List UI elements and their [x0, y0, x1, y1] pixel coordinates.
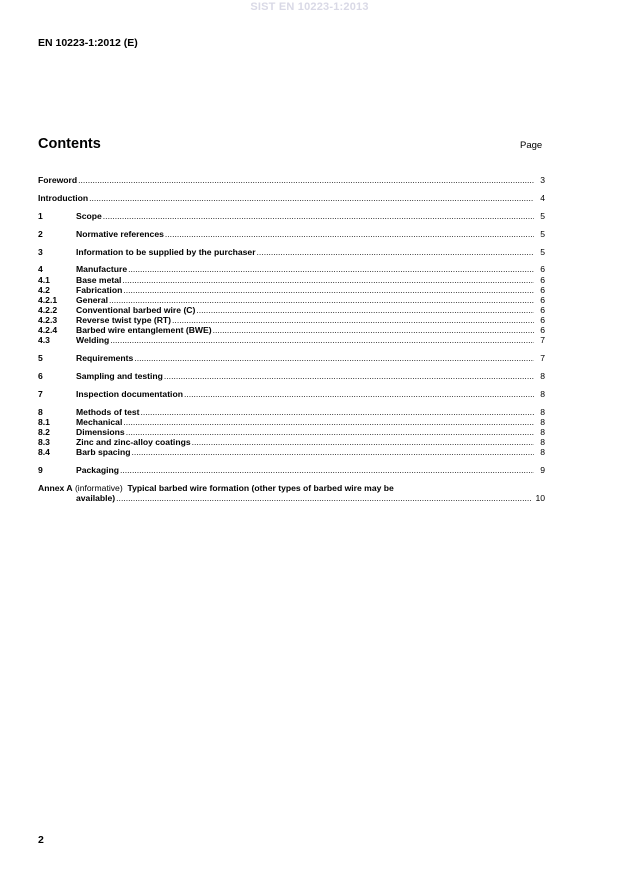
toc-entry[interactable]: [38, 229, 545, 239]
toc-entry-number: 4: [38, 264, 43, 275]
toc-entry-title: Base metal: [76, 274, 122, 285]
dot-leader: [192, 437, 534, 447]
dot-leader: [131, 447, 534, 457]
toc-entry[interactable]: [38, 275, 545, 285]
dot-leader: [184, 389, 534, 399]
page-column-label: Page: [520, 140, 543, 151]
toc-entry-title: Information to be supplied by the purchaser: [76, 246, 256, 257]
toc-entry-page: 8: [540, 370, 545, 381]
toc-entry[interactable]: [38, 427, 545, 437]
dot-leader: [122, 275, 534, 285]
toc-entry-number: 8.1: [38, 416, 50, 427]
toc-entry[interactable]: [38, 389, 545, 399]
toc-entry-title: Introduction: [38, 192, 89, 203]
toc-entry-title: Barbed wire entanglement (BWE): [76, 325, 212, 336]
toc-entry-page: 6: [540, 274, 545, 285]
toc-entry-page: 8: [540, 436, 545, 447]
toc-entry-number: 4.2: [38, 284, 50, 295]
annex-second-line: [38, 493, 545, 503]
toc-entry[interactable]: [38, 417, 545, 427]
toc-entry-page: 5: [540, 210, 545, 221]
toc-group: [38, 211, 545, 221]
dot-leader: [110, 335, 534, 345]
toc-group: [38, 371, 545, 381]
toc-entry-title: Welding: [76, 335, 110, 346]
toc-entry-page: 5: [540, 246, 545, 257]
dot-leader: [126, 427, 534, 437]
toc-entry-title: Normative references: [76, 228, 164, 239]
toc-entry-number: 6: [38, 370, 43, 381]
dot-leader: [109, 295, 534, 305]
toc-entry-page: 4: [540, 192, 545, 203]
dot-leader: [165, 229, 534, 239]
toc-entry-number: 8.4: [38, 447, 50, 458]
dot-leader: [116, 493, 532, 503]
toc-entry-page: 6: [540, 264, 545, 275]
toc-entries: [38, 175, 545, 475]
toc-entry-number: 9: [38, 464, 43, 475]
toc-entry-number: 4.2.2: [38, 304, 58, 315]
toc-entry-number: 8.3: [38, 436, 50, 447]
toc-entry-title: Packaging: [76, 464, 119, 475]
dot-leader: [103, 211, 534, 221]
toc-entry-page: 9: [540, 464, 545, 475]
toc-entry-title: Dimensions: [76, 426, 125, 437]
dot-leader: [196, 305, 534, 315]
toc-entry[interactable]: [38, 447, 545, 457]
toc-entry-title: Reverse twist type (RT): [76, 314, 172, 325]
toc-entry-page: 8: [540, 406, 545, 417]
toc-entry-page: 5: [540, 228, 545, 239]
toc-entry-number: 5: [38, 353, 43, 363]
toc-group: [38, 389, 545, 399]
toc-entry[interactable]: [38, 353, 545, 363]
annex-label: Annex A: [38, 482, 73, 493]
toc-entry-number: 7: [38, 388, 43, 399]
dot-leader: [78, 175, 534, 185]
toc-annex-entry[interactable]: [38, 483, 545, 503]
toc-entry-title: Foreword: [38, 175, 78, 185]
toc-entry-page: 8: [540, 416, 545, 427]
toc-group: [38, 465, 545, 475]
dot-leader: [89, 193, 534, 203]
dot-leader: [164, 371, 534, 381]
annex-first-line: [38, 483, 545, 493]
toc-entry-title: Zinc and zinc-alloy coatings: [76, 436, 191, 447]
toc-entry[interactable]: [38, 335, 545, 345]
toc-entry-page: 6: [540, 314, 545, 325]
toc-entry-page: 8: [540, 426, 545, 437]
annex-title: Typical barbed wire formation (other types of barbed wire may be: [127, 482, 394, 493]
toc-entry[interactable]: [38, 193, 545, 203]
toc-entry-page: 7: [540, 335, 545, 346]
dot-leader: [123, 285, 534, 295]
annex-title-continued: available): [76, 492, 116, 503]
table-of-contents: [38, 175, 545, 503]
toc-entry-page: 3: [540, 175, 545, 185]
toc-entry[interactable]: [38, 211, 545, 221]
toc-entry-number: 8.2: [38, 426, 50, 437]
toc-entry-page: 8: [540, 388, 545, 399]
toc-entry-title: Requirements: [76, 353, 134, 363]
toc-group: [38, 175, 545, 185]
toc-entry[interactable]: [38, 175, 545, 185]
toc-entry-title: Manufacture: [76, 264, 128, 275]
toc-entry-number: 1: [38, 210, 43, 221]
toc-entry-page: 6: [540, 294, 545, 305]
toc-group: [38, 407, 545, 457]
annex-page: 10: [535, 492, 545, 503]
toc-group: [38, 193, 545, 203]
toc-entry-title: Methods of test: [76, 406, 140, 417]
dot-leader: [120, 465, 534, 475]
dot-leader: [213, 325, 534, 335]
toc-entry-page: 8: [540, 447, 545, 458]
annex-kind: (informative): [74, 482, 123, 493]
toc-entry-title: Conventional barbed wire (C): [76, 304, 196, 315]
toc-entry-title: Mechanical: [76, 416, 123, 427]
toc-entry[interactable]: [38, 325, 545, 335]
toc-entry-title: Scope: [76, 210, 102, 221]
toc-entry-number: 4.2.4: [38, 325, 58, 336]
toc-entry[interactable]: [38, 295, 545, 305]
toc-entry-number: 8: [38, 406, 43, 417]
contents-heading: Contents: [38, 136, 101, 152]
toc-entry-number: 4.2.3: [38, 314, 58, 325]
toc-entry[interactable]: [38, 437, 545, 447]
toc-entry[interactable]: [38, 285, 545, 295]
toc-entry-page: 6: [540, 284, 545, 295]
toc-entry[interactable]: [38, 371, 545, 381]
toc-entry-title: Inspection documentation: [76, 388, 183, 399]
page-number: 2: [38, 834, 44, 846]
toc-entry[interactable]: [38, 465, 545, 475]
toc-group: [38, 353, 545, 363]
toc-entry-page: 6: [540, 325, 545, 336]
toc-entry-title: Fabrication: [76, 284, 123, 295]
toc-entry-title: Barb spacing: [76, 447, 131, 458]
toc-entry-number: 4.3: [38, 335, 50, 346]
watermark: SIST EN 10223-1:2013: [250, 1, 369, 13]
toc-entry-title: General: [76, 294, 109, 305]
toc-entry-page: 6: [540, 304, 545, 315]
toc-entry[interactable]: [38, 315, 545, 325]
toc-group: [38, 229, 545, 239]
toc-entry-page: 7: [540, 353, 545, 363]
dot-leader: [123, 417, 534, 427]
document-id: EN 10223-1:2012 (E): [38, 37, 138, 49]
toc-group: [38, 264, 545, 345]
toc-group: [38, 247, 545, 257]
dot-leader: [257, 247, 534, 257]
toc-entry[interactable]: [38, 247, 545, 257]
dot-leader: [172, 315, 534, 325]
dot-leader: [134, 353, 534, 363]
dot-leader: [141, 407, 535, 417]
toc-entry[interactable]: [38, 305, 545, 315]
toc-entry-number: 4.1: [38, 274, 50, 285]
toc-entry-title: Sampling and testing: [76, 370, 163, 381]
dot-leader: [128, 264, 534, 274]
toc-entry-number: 2: [38, 228, 43, 239]
toc-entry[interactable]: [38, 264, 545, 274]
toc-entry[interactable]: [38, 407, 545, 417]
toc-entry-number: 3: [38, 246, 43, 257]
toc-entry-number: 4.2.1: [38, 294, 58, 305]
